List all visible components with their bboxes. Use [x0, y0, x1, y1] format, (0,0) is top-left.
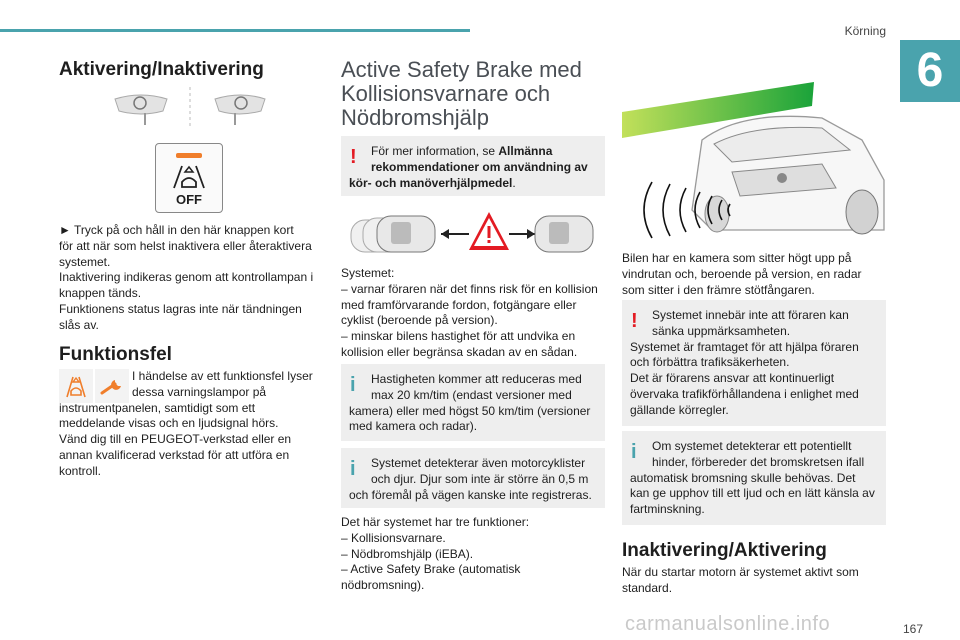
warning-mark-icon: !: [350, 146, 357, 168]
button-off-label: OFF: [176, 192, 202, 207]
text-line: Systemet:: [341, 266, 395, 280]
warning-mark-icon: !: [631, 310, 638, 332]
mirror-illustration: [111, 87, 269, 129]
startup-note: [622, 565, 886, 597]
text-line: kollision eller begränsa skadan av en sådan.: [341, 344, 578, 359]
running-head: Körning: [844, 24, 886, 38]
header-accent-bar: [0, 29, 470, 32]
text-line: Inaktivering indikeras genom att kontrollampan i: [59, 270, 314, 285]
text-line: kontroll.: [59, 463, 102, 478]
text-line: I händelse av ett funktionsfel lyser: [132, 369, 313, 383]
note-line: sänka uppmärksamheten.: [652, 323, 791, 338]
info-note-speed: [341, 364, 605, 441]
text-line: nödbromsning).: [341, 578, 425, 593]
note-line: kan ge upphov till ett ljud och en lätt känsla av: [630, 486, 875, 501]
note-line: automatisk bromsning skulle behövas. Det: [630, 470, 856, 485]
note-line: Systemet är framtaget för att hjälpa föraren: [630, 339, 859, 354]
text-line: instrumentpanelen, samtidigt som ett: [59, 400, 256, 415]
note-line: och djur. Djur som inte är större än 0,5 m: [371, 471, 589, 486]
text-line: annan kvalificerad verkstad för att utföra en: [59, 447, 290, 462]
system-description: [341, 266, 605, 361]
heading-line: Nödbromshjälp: [341, 105, 489, 130]
text-line: med framförvarande fordon, fotgängare eller: [341, 297, 577, 312]
note-line: hinder, förbereder det bromskretsen ifall: [652, 454, 865, 469]
button-indicator-lamp: [176, 153, 202, 158]
text-line: – Kollisionsvarnare.: [341, 530, 446, 545]
chapter-number-tab: 6: [900, 40, 960, 102]
camera-description: [622, 251, 886, 298]
note-line: och föremål på vägen kanske inte registreras.: [349, 487, 592, 502]
text-line: – minskar bilens hastighet för att undvika en: [341, 329, 576, 344]
text-line: standard.: [622, 580, 673, 595]
fault-heading: Funktionsfel: [59, 344, 172, 365]
fault-text: [59, 401, 319, 480]
text-line: slås av.: [59, 317, 99, 332]
text-line: – varnar föraren när det finns risk för en kollision: [341, 281, 598, 296]
text-line: Det här systemet har tre funktioner:: [341, 515, 530, 529]
text-line: dessa varningslampor på: [132, 384, 267, 399]
collision-warning-lamp-icon: [59, 369, 93, 403]
fault-text-indented: [132, 369, 322, 401]
note-line: Systemet innebär inte att föraren kan: [652, 308, 849, 322]
asb-off-button[interactable]: [155, 143, 223, 213]
note-line: gällande körregler.: [630, 402, 729, 417]
watermark-logo: carmanualsonline.info: [625, 613, 831, 635]
text-line: – Active Safety Brake (automatisk: [341, 562, 521, 577]
text-line: som sitter i den främre stötfångaren.: [622, 282, 815, 297]
wrench-icon: [95, 369, 129, 403]
info-mark-icon: i: [350, 458, 356, 480]
text-line: Bilen har en kamera som sitter högt upp på: [622, 251, 852, 265]
heading-line: Active Safety Brake med: [341, 57, 582, 82]
note-line: med kamera och radar).: [349, 419, 478, 434]
warning-note-line: rekommendationer om användning av: [371, 159, 588, 174]
note-line: och förbättra trafiksäkerheten.: [630, 355, 790, 370]
text-line: Vänd dig till en PEUGEOT-verkstad eller en: [59, 432, 292, 447]
note-line: max 20 km/tim (endast versioner med: [371, 387, 572, 402]
asb-heading: [341, 58, 582, 130]
functions-list: [341, 515, 605, 594]
note-line: kamera) eller med högst 50 km/tim (versioner: [349, 403, 591, 418]
note-line: Hastigheten kommer att reduceras med: [371, 372, 582, 386]
service-lamp-box: [95, 369, 129, 403]
warning-note-attention: [622, 300, 886, 426]
text-line: När du startar motorn är systemet aktivt som: [622, 565, 859, 579]
info-note-braking: [622, 431, 886, 525]
note-line: övervaka trafikförhållandena i enlighet med: [630, 386, 859, 401]
heading-line: Kollisionsvarnare och: [341, 81, 551, 106]
text-line: systemet.: [59, 254, 111, 269]
text-line: meddelande visas och en ljudsignal hörs.: [59, 416, 279, 431]
text-line: vindrutan och, beroende på version, en radar: [622, 266, 862, 281]
text-line: ► Tryck på och håll in den här knappen kort: [59, 223, 294, 237]
info-mark-icon: i: [631, 441, 637, 463]
activation-heading: Aktivering/Inaktivering: [59, 59, 264, 80]
warning-note: [341, 136, 605, 196]
activation-paragraph: [59, 223, 316, 334]
text-line: cyklist (beroende på version).: [341, 313, 498, 328]
deactivation-heading: Inaktivering/Aktivering: [622, 540, 827, 561]
text-line: för att när som helst inaktivera eller återaktivera: [59, 238, 312, 253]
text-line: Funktionens status lagras inte när tändningen: [59, 301, 302, 316]
note-line: Det är förarens ansvar att kontinuerligt: [630, 371, 835, 386]
note-line: fartminskning.: [630, 502, 705, 517]
warning-note-line: kör- och manöverhjälpmedel.: [349, 175, 516, 190]
note-line: Systemet detekterar även motorcyklister: [371, 456, 586, 470]
collision-warning-icon: [170, 162, 208, 190]
info-note-detection: [341, 448, 605, 508]
note-line: Om systemet detekterar ett potentiellt: [652, 439, 852, 453]
warning-lamp-box: [59, 369, 93, 403]
text-line: knappen tänds.: [59, 286, 142, 301]
info-mark-icon: i: [350, 374, 356, 396]
collision-scenario-illustration: [349, 210, 597, 260]
car-camera-radar-illustration: [622, 80, 886, 240]
text-line: – Nödbromshjälp (iEBA).: [341, 546, 474, 561]
warning-note-line: För mer information, se Allmänna: [371, 144, 553, 158]
page-number: 167: [902, 622, 923, 636]
